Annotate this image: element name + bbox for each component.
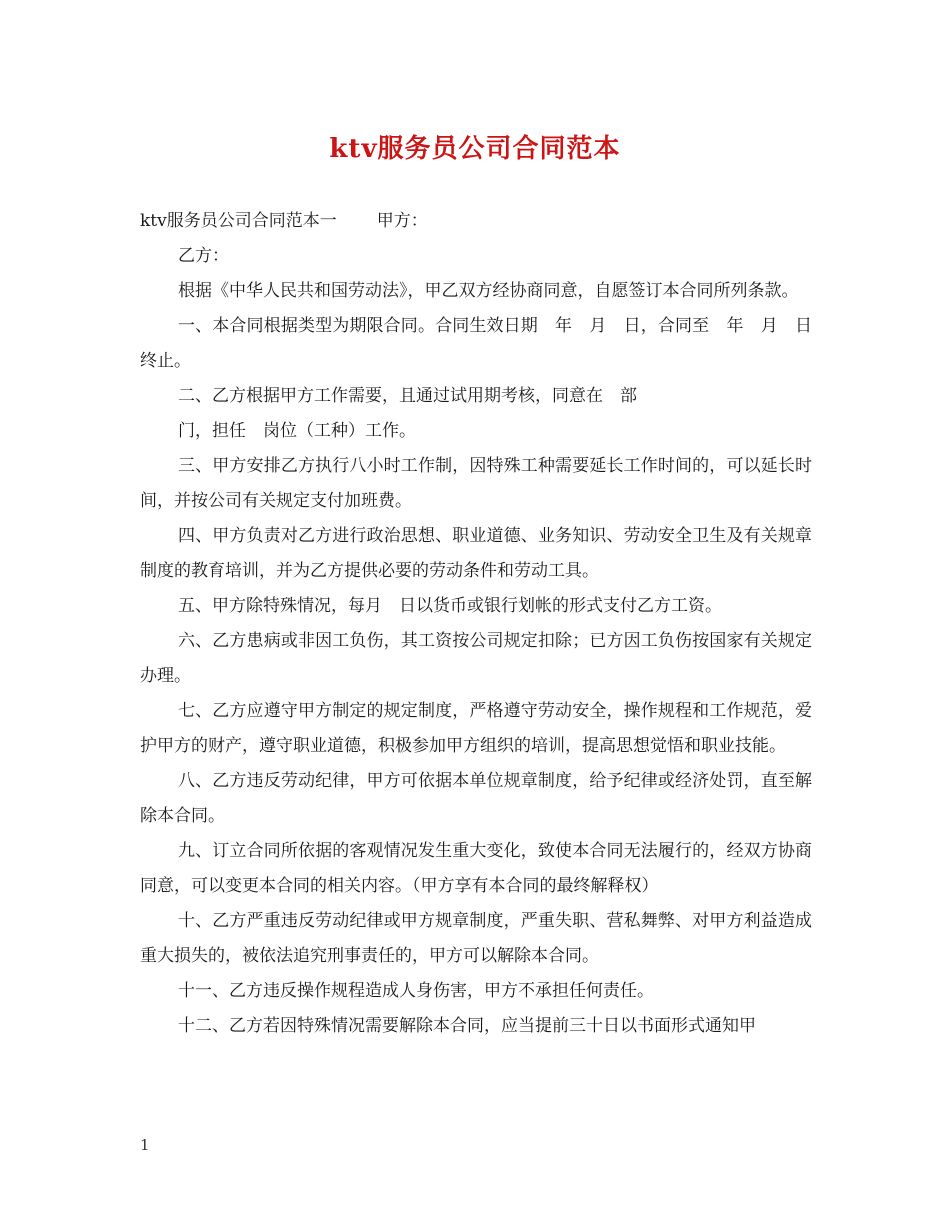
first-line <box>140 204 812 239</box>
clause-1: 一、本合同根据类型为期限合同。合同生效日期 年 月 日，合同至 年 月 日终止。 <box>140 316 812 371</box>
clause-7: 七、乙方应遵守甲方制定的规定制度，严格遵守劳动安全，操作规程和工作规范，爱护甲方的财产，遵守职业道德，积极参加甲方组织的培训，提高思想觉悟和职业技能。 <box>140 701 812 756</box>
clause-10: 十、乙方严重违反劳动纪律或甲方规章制度，严重失职、营私舞弊、对甲方利益造成重大损失的，被依法追究刑事责任的，甲方可以解除本合同。 <box>140 911 812 966</box>
clause-5: 五、甲方除特殊情况，每月 日以货币或银行划帐的形式支付乙方工资。 <box>178 596 722 616</box>
document-body <box>140 204 812 1044</box>
preamble-paragraph: 根据《中华人民共和国劳动法》，甲乙双方经协商同意，自愿签订本合同所列条款。 <box>178 281 799 301</box>
clause-2-continued: 门，担任 岗位（工种）工作。 <box>178 421 416 441</box>
clause-3: 三、甲方安排乙方执行八小时工作制，因特殊工种需要延长工作时间的，可以延长时间，并按公司有关规定支付加班费。 <box>140 456 812 511</box>
clause-2: 二、乙方根据甲方工作需要，且通过试用期考核，同意在 部 <box>178 386 637 406</box>
party-a-label: 甲方： <box>376 211 428 231</box>
page-number: 1 <box>140 1136 150 1154</box>
clause-4: 四、甲方负责对乙方进行政治思想、职业道德、业务知识、劳动安全卫生及有关规章制度的教育培训，并为乙方提供必要的劳动条件和劳动工具。 <box>140 526 812 581</box>
party-b-label: 乙方： <box>178 246 229 266</box>
document-title: ktv服务员公司合同范本 <box>329 134 621 164</box>
clause-8: 八、乙方违反劳动纪律，甲方可依据本单位规章制度，给予纪律或经济处罚，直至解除本合同。 <box>140 771 812 826</box>
clause-11: 十一、乙方违反操作规程造成人身伤害，甲方不承担任何责任。 <box>178 981 654 1001</box>
document-subtitle: ktv服务员公司合同范本一 <box>140 211 337 231</box>
clause-6: 六、乙方患病或非因工负伤，其工资按公司规定扣除；已方因工负伤按国家有关规定办理。 <box>140 631 812 686</box>
clause-9: 九、订立合同所依据的客观情况发生重大变化，致使本合同无法履行的，经双方协商同意，可以变更本合同的相关内容。（甲方享有本合同的最终解释权） <box>140 841 812 896</box>
clause-12: 十二、乙方若因特殊情况需要解除本合同，应当提前三十日以书面形式通知甲 <box>178 1016 756 1036</box>
